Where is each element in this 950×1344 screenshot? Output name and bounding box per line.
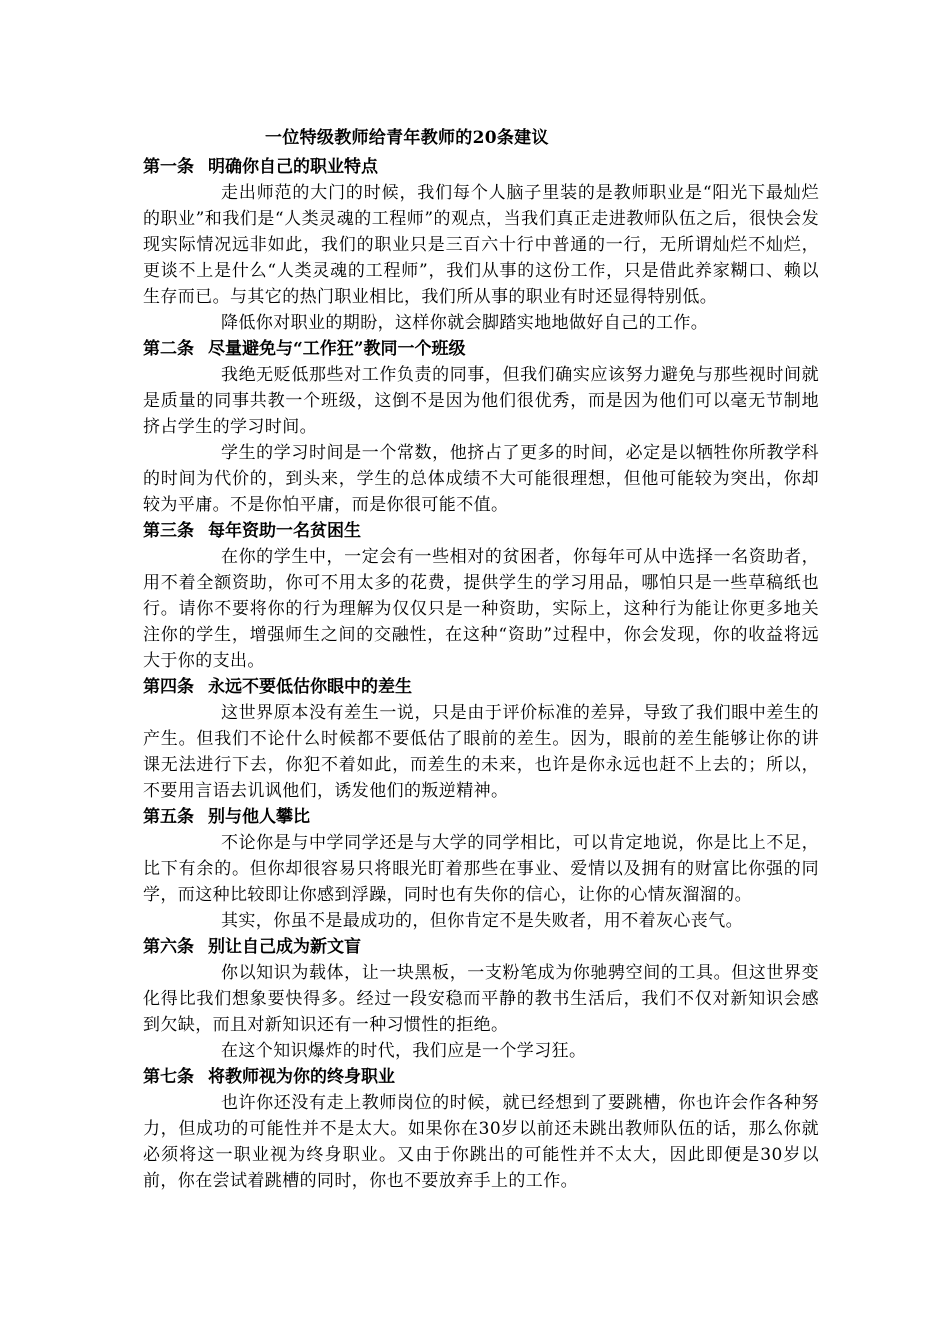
section-paragraph: 降低你对职业的期盼，这样你就会脚踏实地地做好自己的工作。 — [221, 313, 709, 333]
section-heading-text: 别与他人攀比 — [208, 807, 310, 827]
section-paragraph: 我绝无贬低那些对工作负责的同事，但我们确实应该努力避免与那些视时间就是质量的同事共教一个班级，这倒不是因为他们很优秀，而是因为他们可以毫无节制地挤占学生的学习时间。 — [143, 365, 819, 437]
section-paragraph: 在这个知识爆炸的时代，我们应是一个学习狂。 — [221, 1041, 587, 1061]
section-number: 第六条 — [143, 937, 194, 957]
section-heading-text: 将教师视为你的终身职业 — [208, 1067, 395, 1087]
section-heading-text: 明确你自己的职业特点 — [208, 157, 378, 177]
section-paragraph: 在你的学生中，一定会有一些相对的贫困者，你每年可从中选择一名资助者，用不着全额资助，你可不用太多的花费，提供学生的学习用品，哪怕只是一些草稿纸也行。请你不要将你的行为理解为仅仅只是一种资助，实际上，这种行为能让你更多地关注你的学生，增强师生之间的交融性，在这种“资助”过程中，你会发现，你的收益将远大于你的支出。 — [143, 547, 819, 671]
section-heading-text: 每年资助一名贫困生 — [208, 521, 361, 541]
section-paragraph: 学生的学习时间是一个常数，他挤占了更多的时间，必定是以牺牲你所教学科的时间为代价的，到头来，学生的总体成绩不大可能很理想，但他可能较为突出，你却较为平庸。不是你怕平庸，而是你很可能不值。 — [143, 443, 819, 515]
section-heading — [143, 518, 819, 544]
document-title: 一位特级教师给青年教师的20条建议 — [265, 128, 549, 148]
section-paragraph: 这世界原本没有差生一说，只是由于评价标准的差异，导致了我们眼中差生的产生。但我们不论什么时候都不要低估了眼前的差生。因为，眼前的差生能够让你的讲课无法进行下去，你犯不着如此，而差生的未来，也许是你永远也赶不上去的；所以，不要用言语去讥讽他们，诱发他们的叛逆精神。 — [143, 703, 819, 801]
section-number: 第二条 — [143, 339, 194, 359]
document-page — [143, 125, 819, 1194]
section-heading — [143, 154, 819, 180]
section-heading — [143, 804, 819, 830]
section-heading-text: 尽量避免与“工作狂”教同一个班级 — [208, 339, 466, 359]
section-number: 第一条 — [143, 157, 194, 177]
section-paragraph: 也许你还没有走上教师岗位的时候，就已经想到了要跳槽，你也许会作各种努力，但成功的可能性并不是太大。如果你在30岁以前还未跳出教师队伍的话，那么你就必须将这一职业视为终身职业。又由于你跳出的可能性并不太大，因此即便是30岁以前，你在尝试着跳槽的同时，你也不要放弃手上的工作。 — [143, 1093, 819, 1191]
section-number: 第四条 — [143, 677, 194, 697]
section-heading-text: 别让自己成为新文盲 — [208, 937, 361, 957]
section-number: 第三条 — [143, 521, 194, 541]
section-paragraph: 其实，你虽不是最成功的，但你肯定不是失败者，用不着灰心丧气。 — [221, 911, 743, 931]
section-heading — [143, 934, 819, 960]
section-heading-text: 永远不要低估你眼中的差生 — [208, 677, 412, 697]
section-heading — [143, 336, 819, 362]
section-paragraph: 你以知识为载体，让一块黑板，一支粉笔成为你驰骋空间的工具。但这世界变化得比我们想象要快得多。经过一段安稳而平静的教书生活后，我们不仅对新知识会感到欠缺，而且对新知识还有一种习惯性的拒绝。 — [143, 963, 819, 1035]
sections-container — [143, 154, 819, 1194]
section-paragraph: 走出师范的大门的时候，我们每个人脑子里装的是教师职业是“阳光下最灿烂的职业”和我们是“人类灵魂的工程师”的观点，当我们真正走进教师队伍之后，很快会发现实际情况远非如此，我们的职业只是三百六十行中普通的一行，无所谓灿烂不灿烂，更谈不上是什么“人类灵魂的工程师”，我们从事的这份工作，只是借此养家糊口、赖以生存而已。与其它的热门职业相比，我们所从事的职业有时还显得特别低。 — [143, 183, 819, 307]
section-paragraph: 不论你是与中学同学还是与大学的同学相比，可以肯定地说，你是比上不足，比下有余的。但你却很容易只将眼光盯着那些在事业、爱情以及拥有的财富比你强的同学，而这种比较即让你感到浮躁，同时也有失你的信心，让你的心情灰溜溜的。 — [143, 833, 819, 905]
section-heading — [143, 1064, 819, 1090]
section-number: 第五条 — [143, 807, 194, 827]
section-number: 第七条 — [143, 1067, 194, 1087]
section-heading — [143, 674, 819, 700]
